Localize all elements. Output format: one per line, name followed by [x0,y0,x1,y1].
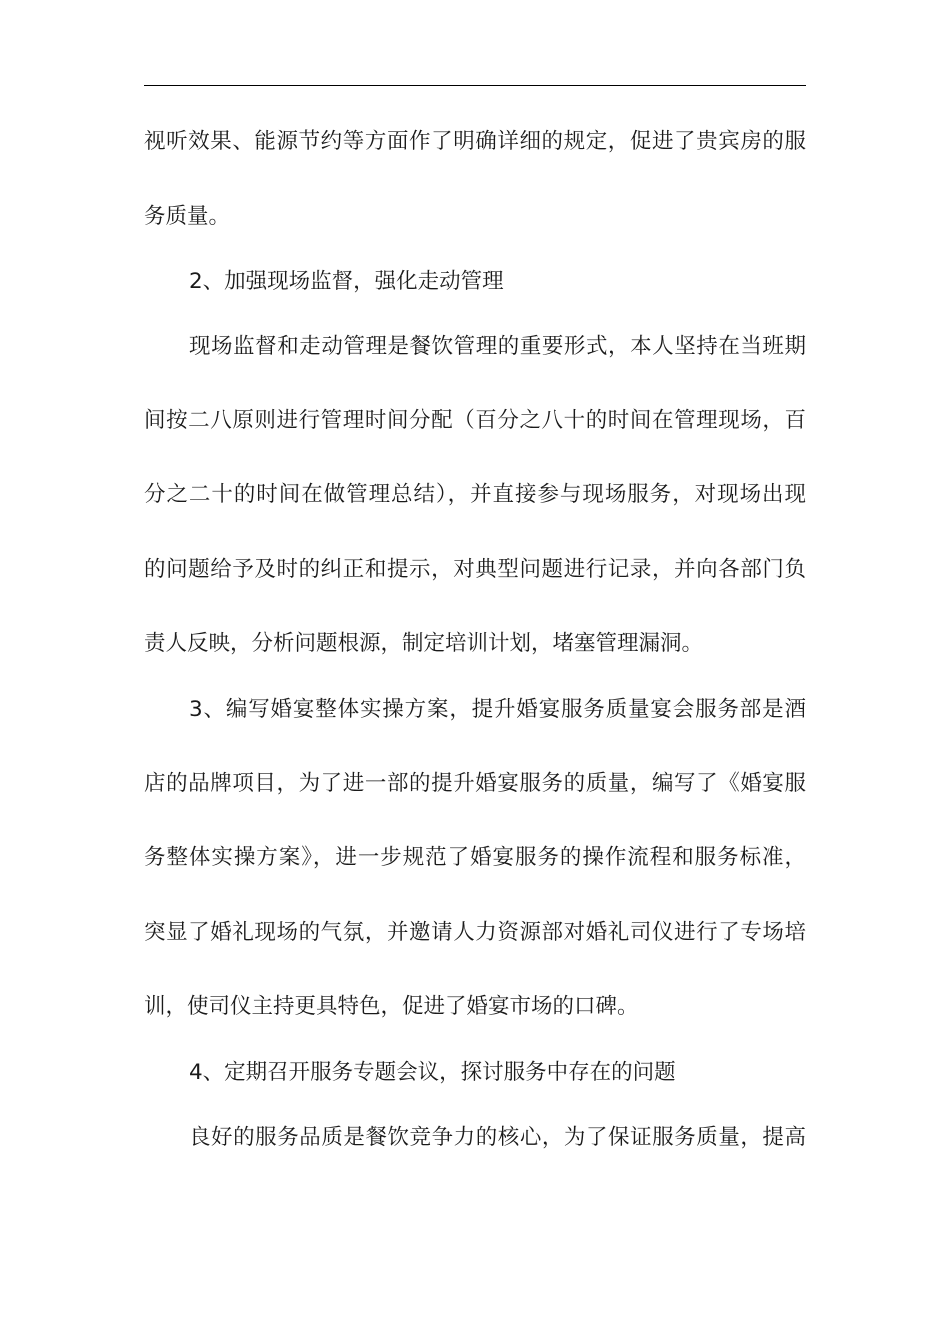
text-line: 视听效果、能源节约等方面作了明确详细的规定，促进了贵宾房的服 [144,129,806,154]
text-line: 务质量。 [144,204,231,229]
text-line: 训，使司仪主持更具特色，促进了婚宴市场的口碑。 [144,994,639,1019]
text-line: 突显了婚礼现场的气氛，并邀请人力资源部对婚礼司仪进行了专场培 [144,920,806,945]
header-rule [144,85,806,86]
text-line: 间按二八原则进行管理时间分配（百分之八十的时间在管理现场，百 [144,408,806,433]
text-line: 的问题给予及时的纠正和提示，对典型问题进行记录，并向各部门负 [144,557,806,582]
text-line: 分之二十的时间在做管理总结），并直接参与现场服务，对现场出现 [144,482,806,507]
text-line: 现场监督和走动管理是餐饮管理的重要形式，本人坚持在当班期 [189,334,806,359]
text-line: 良好的服务品质是餐饮竞争力的核心，为了保证服务质量，提高 [189,1125,806,1150]
section-heading: 4、定期召开服务专题会议，探讨服务中存在的问题 [189,1060,676,1085]
text-line: 务整体实操方案》，进一步规范了婚宴服务的操作流程和服务标准， [144,845,806,870]
text-line: 店的品牌项目，为了进一部的提升婚宴服务的质量，编写了《婚宴服 [144,771,806,796]
section-heading: 2、加强现场监督，强化走动管理 [189,269,504,294]
text-line: 责人反映，分析问题根源，制定培训计划，堵塞管理漏洞。 [144,631,704,656]
text-line: 3、编写婚宴整体实操方案，提升婚宴服务质量宴会服务部是酒 [189,697,806,722]
